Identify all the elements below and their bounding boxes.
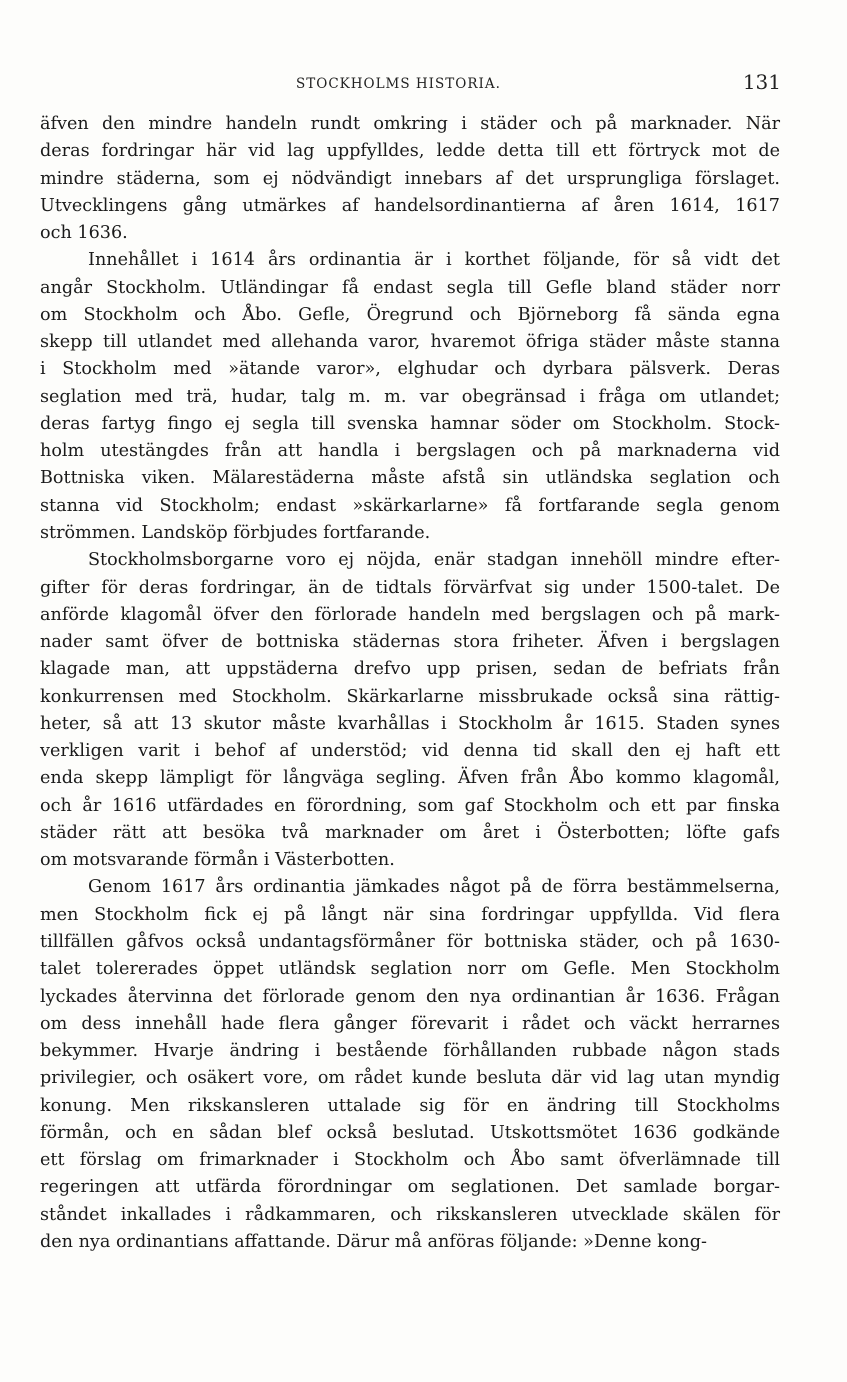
- text-line: regeringen att utfärda förordningar om seglationen. Det samlade borgar-: [40, 1177, 780, 1198]
- text-line: Innehållet i 1614 års ordinantia är i korthet följande, för så vidt det: [88, 250, 780, 271]
- text-line: Stockholmsborgarne voro ej nöjda, enär stadgan innehöll mindre efter-: [88, 550, 780, 571]
- text-line: verkligen varit i behof af understöd; vid denna tid skall den ej haft ett: [40, 741, 780, 762]
- text-line: enda skepp lämpligt för långväga segling. Äfven från Åbo kommo klagomål,: [40, 768, 780, 789]
- running-title: STOCKHOLMS HISTORIA.: [296, 76, 501, 92]
- text-line: angår Stockholm. Utländingar få endast segla till Gefle bland städer norr: [40, 277, 780, 298]
- text-line: äfven den mindre handeln rundt omkring i städer och på marknader. När: [40, 114, 780, 134]
- text-line: stanna vid Stockholm; endast »skärkarlarne» få fortfarande segla genom: [40, 495, 780, 516]
- text-line: mindre städerna, som ej nödvändigt innebars af det ursprungliga förslaget.: [40, 168, 780, 189]
- text-line: anförde klagomål öfver den förlorade handeln med bergslagen och på mark-: [40, 604, 780, 625]
- text-line: heter, så att 13 skutor måste kvarhållas i Stockholm år 1615. Staden synes: [40, 713, 780, 734]
- text-line: konkurrensen med Stockholm. Skärkarlarne missbrukade också sina rättig-: [40, 686, 780, 707]
- body-text: [40, 111, 780, 1256]
- text-line: privilegier, och osäkert vore, om rådet kunde besluta där vid lag utan myndig: [40, 1068, 780, 1089]
- text-line: Bottniska viken. Mälarestäderna måste afstå sin utländska seglation och: [40, 468, 780, 489]
- text-line: ståndet inkallades i rådkammaren, och rikskansleren utvecklade skälen för: [40, 1204, 780, 1225]
- paragraph: [40, 547, 780, 874]
- text-line: holm utestängdes från att handla i bergslagen och på marknaderna vid: [40, 441, 780, 462]
- text-line: konung. Men rikskansleren uttalade sig för en ändring till Stockholms: [40, 1095, 780, 1116]
- running-head: [0, 70, 847, 98]
- paragraph: [40, 247, 780, 547]
- text-line: gifter för deras fordringar, än de tidtals förvärfvat sig under 1500-talet. De: [40, 577, 780, 598]
- text-line: bekymmer. Hvarje ändring i bestående förhållanden rubbade någon stads: [40, 1041, 780, 1062]
- text-line: seglation med trä, hudar, talg m. m. var obegränsad i fråga om utlandet;: [40, 386, 780, 407]
- text-line: och 1636.: [40, 223, 128, 244]
- text-line: om motsvarande förmån i Västerbotten.: [40, 850, 395, 871]
- text-line: lyckades återvinna det förlorade genom den nya ordinantian år 1636. Frågan: [40, 986, 780, 1007]
- text-line: men Stockholm fick ej på långt när sina fordringar uppfyllda. Vid flera: [40, 904, 780, 925]
- text-line: klagade man, att uppstäderna drefvo upp prisen, sedan de befriats från: [40, 659, 780, 680]
- text-line: städer rätt att besöka två marknader om året i Österbotten; löfte gafs: [40, 822, 780, 843]
- text-line: i Stockholm med »ätande varor», elghudar och dyrbara pälsverk. Deras: [40, 359, 780, 380]
- text-line: Utvecklingens gång utmärkes af handelsordinantierna af åren 1614, 1617: [40, 195, 780, 216]
- text-line: nader samt öfver de bottniska städernas stora friheter. Äfven i bergslagen: [40, 632, 780, 653]
- paragraph: [40, 874, 780, 1256]
- text-line: den nya ordinantians affattande. Därur må anföras följande: »Denne kong-: [40, 1231, 707, 1252]
- text-line: strömmen. Landsköp förbjudes fortfarande.: [40, 522, 431, 543]
- text-line: deras fartyg fingo ej segla till svenska hamnar söder om Stockholm. Stock-: [40, 413, 780, 434]
- text-line: skepp till utlandet med allehanda varor, hvaremot öfriga städer måste stanna: [40, 332, 780, 353]
- text-line: tillfällen gåfvos också undantagsförmåner för bottniska städer, och på 1630-: [40, 931, 780, 952]
- text-line: talet tolererades öppet utländsk seglation norr om Gefle. Men Stockholm: [40, 959, 780, 980]
- page-number: 131: [742, 70, 781, 94]
- text-line: om dess innehåll hade flera gånger förevarit i rådet och väckt herrarnes: [40, 1013, 780, 1034]
- text-line: deras fordringar här vid lag uppfylldes, ledde detta till ett förtryck mot de: [40, 141, 780, 162]
- paragraph: [40, 111, 780, 247]
- text-line: Genom 1617 års ordinantia jämkades något på de förra bestämmelserna,: [88, 877, 780, 898]
- text-line: och år 1616 utfärdades en förordning, som gaf Stockholm och ett par finska: [40, 795, 780, 816]
- text-line: ett förslag om frimarknader i Stockholm och Åbo samt öfverlämnade till: [40, 1150, 780, 1171]
- text-line: om Stockholm och Åbo. Gefle, Öregrund och Björneborg få sända egna: [40, 304, 780, 325]
- text-line: förmån, och en sådan blef också beslutad. Utskottsmötet 1636 godkände: [40, 1122, 780, 1143]
